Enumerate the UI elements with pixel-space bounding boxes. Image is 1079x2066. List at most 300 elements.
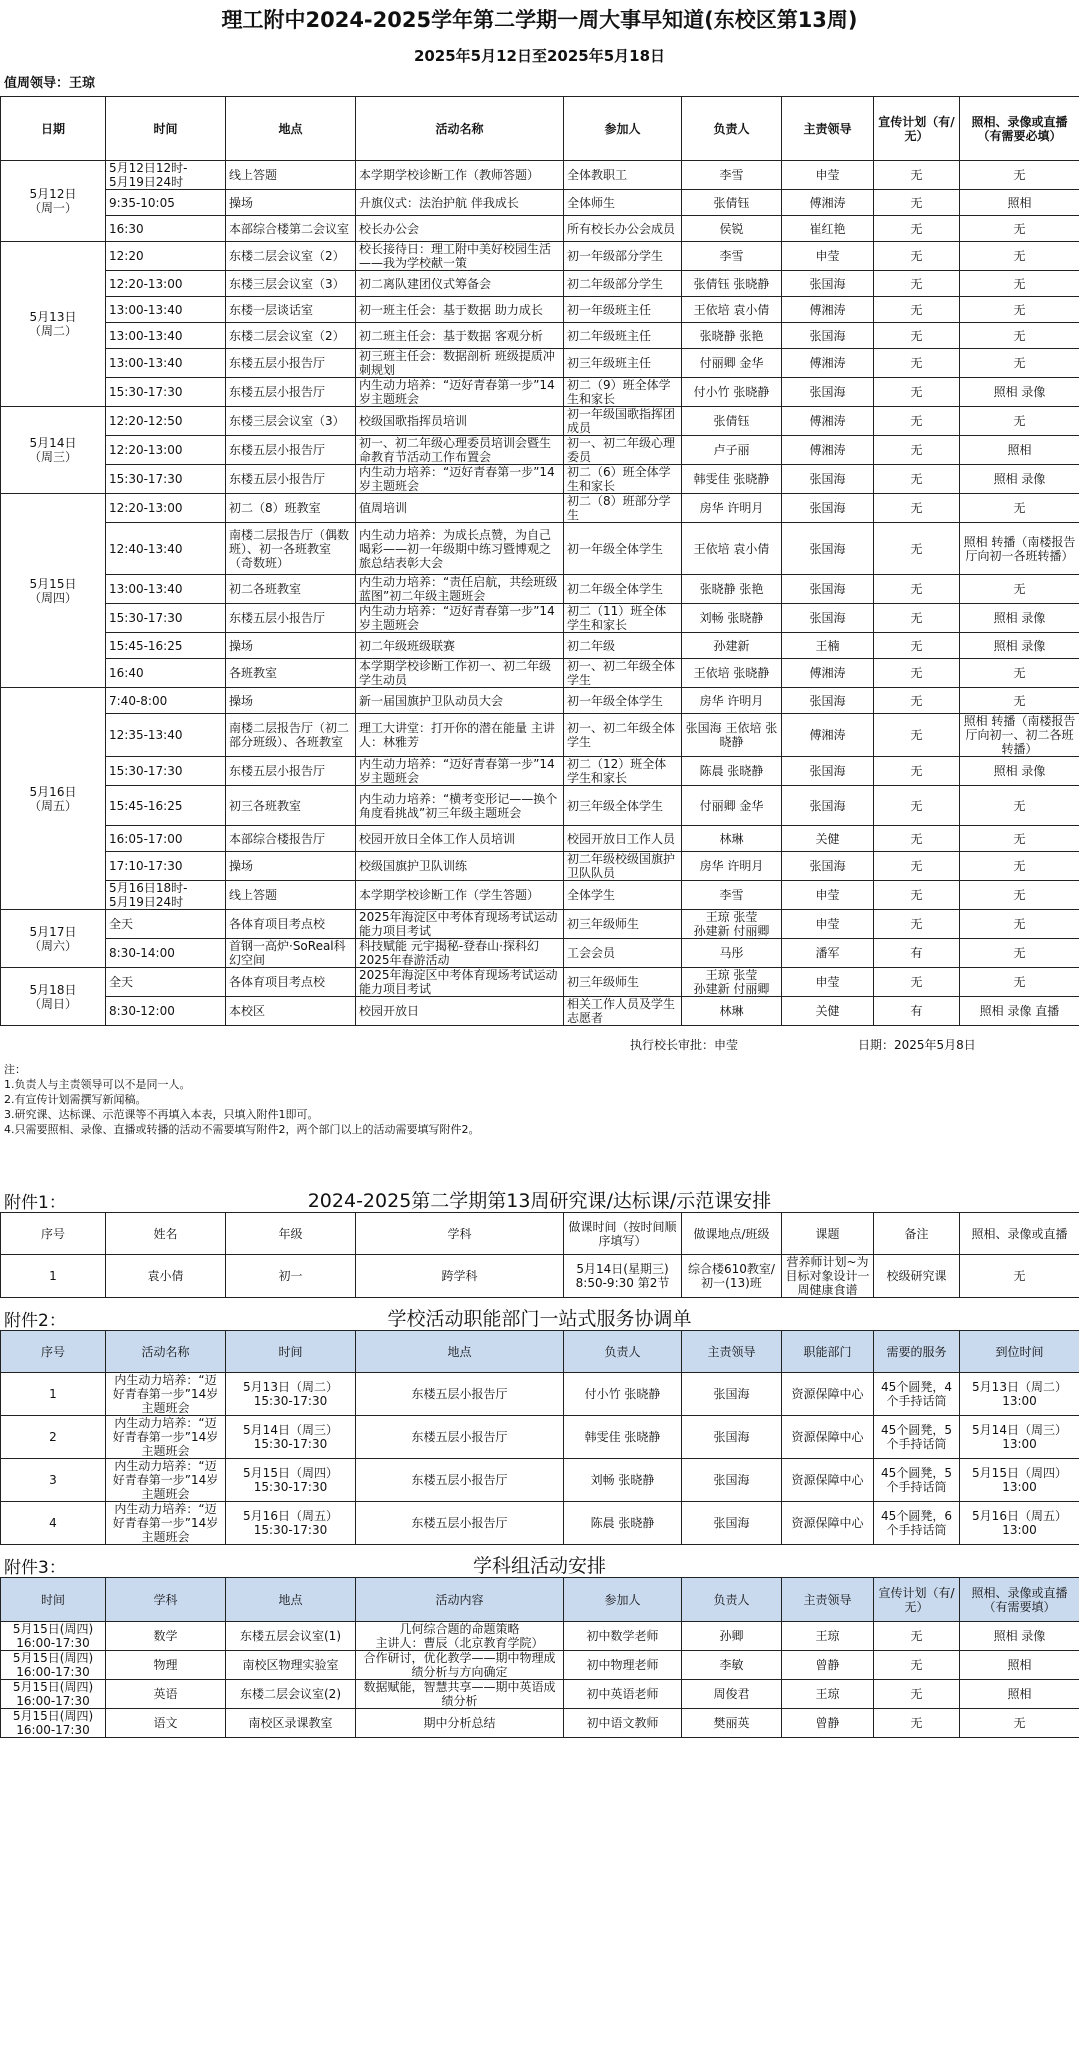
table-row <box>1 852 1079 881</box>
att2-column-header: 地点 <box>356 1331 564 1373</box>
table-row <box>1 436 1079 465</box>
att3-cell: 无 <box>874 1709 960 1738</box>
column-header-date: 日期 <box>1 97 106 161</box>
att1-column-header: 学科 <box>356 1213 564 1255</box>
owner-cell: 陈晨 张晓静 <box>682 757 782 786</box>
leader-cell: 张国海 <box>782 757 874 786</box>
table-row <box>1 604 1079 633</box>
participants-cell: 初二（12）班全体学生和家长 <box>564 757 682 786</box>
place-cell: 东楼三层会议室（3） <box>226 271 356 297</box>
owner-cell: 马彤 <box>682 939 782 968</box>
table-row <box>1 659 1079 688</box>
att3-column-header: 参加人 <box>564 1578 682 1622</box>
duty-leader: 值周领导：王琼 <box>4 76 96 91</box>
att2-cell: 5月13日（周二） 13:00 <box>960 1373 1079 1416</box>
activity-cell: 内生动力培养：“迈好青春第一步”14岁主题班会 <box>356 604 564 633</box>
place-cell: 东楼五层小报告厅 <box>226 378 356 407</box>
media-cell: 无 <box>960 852 1079 881</box>
att2-cell: 内生动力培养：“迈好青春第一步”14岁主题班会 <box>106 1373 226 1416</box>
publicity-cell: 无 <box>874 852 960 881</box>
att3-cell: 合作研讨，优化教学——期中物理成绩分析与方向确定 <box>356 1651 564 1680</box>
media-cell: 无 <box>960 968 1079 997</box>
media-cell: 照相 录像 直播 <box>960 997 1079 1026</box>
time-cell: 13:00-13:40 <box>106 575 226 604</box>
owner-cell: 张倩钰 张晓静 <box>682 271 782 297</box>
publicity-cell: 无 <box>874 465 960 494</box>
att2-cell: 5月13日（周二） 15:30-17:30 <box>226 1373 356 1416</box>
activity-cell: 初三班主任会：数据剖析 班级提质冲刺规划 <box>356 349 564 378</box>
leader-cell: 张国海 <box>782 688 874 714</box>
attachment1-header <box>1 1213 1079 1255</box>
attachment1-table <box>0 1212 1079 1298</box>
publicity-cell: 无 <box>874 575 960 604</box>
att2-cell: 东楼五层小报告厅 <box>356 1502 564 1545</box>
media-cell: 照相 录像 <box>960 378 1079 407</box>
leader-cell: 张国海 <box>782 465 874 494</box>
main-schedule-table <box>0 96 1079 1026</box>
att2-cell: 4 <box>1 1502 106 1545</box>
notes-section <box>0 1058 1079 1180</box>
leader-cell: 傅湘涛 <box>782 297 874 323</box>
att3-cell: 几何综合题的命题策略 主讲人：曹辰（北京教育学院） <box>356 1622 564 1651</box>
place-cell: 各班教室 <box>226 659 356 688</box>
owner-cell: 张国海 王依培 张晓静 <box>682 714 782 757</box>
place-cell: 东楼五层小报告厅 <box>226 757 356 786</box>
time-cell: 17:10-17:30 <box>106 852 226 881</box>
att3-cell: 无 <box>874 1651 960 1680</box>
att3-cell: 曾静 <box>782 1709 874 1738</box>
time-cell: 13:00-13:40 <box>106 349 226 378</box>
attachment3-title <box>0 1545 1079 1577</box>
att2-cell: 东楼五层小报告厅 <box>356 1373 564 1416</box>
table-row <box>1 997 1079 1026</box>
date-range: 2025年5月12日至2025年5月18日 <box>413 47 666 65</box>
att2-cell: 45个圆凳，4个手持话筒 <box>874 1373 960 1416</box>
att2-cell: 5月14日（周三） 15:30-17:30 <box>226 1416 356 1459</box>
att1-cell: 1 <box>1 1255 106 1298</box>
owner-cell: 侯锐 <box>682 216 782 242</box>
attachment2-title <box>0 1298 1079 1330</box>
date-cell: 5月16日 （周五） <box>1 688 106 910</box>
att3-cell: 照相 录像 <box>960 1622 1079 1651</box>
participants-cell: 相关工作人员及学生志愿者 <box>564 997 682 1026</box>
place-cell: 线上答题 <box>226 881 356 910</box>
time-cell: 12:20-13:00 <box>106 494 226 523</box>
att3-column-header: 照相、录像或直播（有需要填） <box>960 1578 1079 1622</box>
date-cell: 5月12日 （周一） <box>1 161 106 242</box>
table-row <box>1 633 1079 659</box>
activity-cell: 升旗仪式：法治护航 伴我成长 <box>356 190 564 216</box>
table-row <box>1 190 1079 216</box>
table-row <box>1 216 1079 242</box>
leader-cell: 傅湘涛 <box>782 349 874 378</box>
principal-approval: 执行校长审批：申莹 <box>630 1038 739 1052</box>
att3-cell: 5月15日(周四) 16:00-17:30 <box>1 1680 106 1709</box>
att3-cell: 初中语文教师 <box>564 1709 682 1738</box>
attachment2-header <box>1 1331 1079 1373</box>
media-cell: 照相 录像 <box>960 757 1079 786</box>
publicity-cell: 无 <box>874 407 960 436</box>
att2-cell: 3 <box>1 1459 106 1502</box>
att3-cell: 无 <box>874 1622 960 1651</box>
main-table-header <box>1 97 1079 161</box>
att2-column-header: 时间 <box>226 1331 356 1373</box>
time-cell: 12:35-13:40 <box>106 714 226 757</box>
att2-cell: 5月16日（周五） 15:30-17:30 <box>226 1502 356 1545</box>
att3-column-header: 宣传计划（有/无） <box>874 1578 960 1622</box>
place-cell: 本校区 <box>226 997 356 1026</box>
att3-cell: 5月15日(周四) 16:00-17:30 <box>1 1622 106 1651</box>
table-row <box>1 1459 1079 1502</box>
att2-cell: 韩雯佳 张晓静 <box>564 1416 682 1459</box>
table-row <box>1 378 1079 407</box>
leader-cell: 傅湘涛 <box>782 407 874 436</box>
att3-cell: 樊丽英 <box>682 1709 782 1738</box>
participants-cell: 初二（6）班全体学生和家长 <box>564 465 682 494</box>
place-cell: 南楼二层报告厅（初二部分班级）、各班教室 <box>226 714 356 757</box>
activity-cell: 校园开放日 <box>356 997 564 1026</box>
att3-column-header: 地点 <box>226 1578 356 1622</box>
table-row <box>1 494 1079 523</box>
table-row <box>1 349 1079 378</box>
att2-cell: 资源保障中心 <box>782 1502 874 1545</box>
activity-cell: 内生动力培养：“横考变形记——换个角度看挑战”初三年级主题班会 <box>356 786 564 826</box>
media-cell: 无 <box>960 349 1079 378</box>
att3-cell: 王琼 <box>782 1680 874 1709</box>
leader-cell: 申莹 <box>782 968 874 997</box>
table-row <box>1 523 1079 575</box>
note-line: 注： <box>4 1063 26 1076</box>
table-row <box>1 1709 1079 1738</box>
date-cell: 5月15日 （周四） <box>1 494 106 688</box>
date-cell: 5月18日 （周日） <box>1 968 106 1026</box>
activity-cell: 初一、初二年级心理委员培训会暨生命教育节活动工作布置会 <box>356 436 564 465</box>
media-cell: 无 <box>960 216 1079 242</box>
publicity-cell: 无 <box>874 688 960 714</box>
leader-cell: 申莹 <box>782 910 874 939</box>
att2-cell: 张国海 <box>682 1416 782 1459</box>
att1-cell: 校级研究课 <box>874 1255 960 1298</box>
att1-column-header: 课题 <box>782 1213 874 1255</box>
time-cell: 13:00-13:40 <box>106 323 226 349</box>
table-row <box>1 1622 1079 1651</box>
att2-cell: 45个圆凳，6个手持话筒 <box>874 1502 960 1545</box>
att3-cell: 东楼五层会议室(1) <box>226 1622 356 1651</box>
att2-cell: 陈晨 张晓静 <box>564 1502 682 1545</box>
media-cell: 无 <box>960 161 1079 190</box>
att2-cell: 45个圆凳，5个手持话筒 <box>874 1459 960 1502</box>
table-row <box>1 407 1079 436</box>
att2-column-header: 负责人 <box>564 1331 682 1373</box>
activity-cell: 初二年级班级联赛 <box>356 633 564 659</box>
att2-cell: 内生动力培养：“迈好青春第一步”14岁主题班会 <box>106 1459 226 1502</box>
time-cell: 15:30-17:30 <box>106 604 226 633</box>
owner-cell: 张倩钰 <box>682 407 782 436</box>
publicity-cell: 无 <box>874 523 960 575</box>
leader-cell: 张国海 <box>782 523 874 575</box>
publicity-cell: 无 <box>874 910 960 939</box>
column-header-time: 时间 <box>106 97 226 161</box>
place-cell: 各体育项目考点校 <box>226 910 356 939</box>
leader-cell: 傅湘涛 <box>782 659 874 688</box>
column-header-participants: 参加人 <box>564 97 682 161</box>
att3-cell: 无 <box>960 1709 1079 1738</box>
owner-cell: 张晓静 张艳 <box>682 323 782 349</box>
att1-column-header: 照相、录像或直播 <box>960 1213 1079 1255</box>
participants-cell: 初一年级国歌指挥团成员 <box>564 407 682 436</box>
att2-cell: 45个圆凳，5个手持话筒 <box>874 1416 960 1459</box>
att2-cell: 2 <box>1 1416 106 1459</box>
leader-cell: 张国海 <box>782 786 874 826</box>
note-line: 4.只需要照相、录像、直播或转播的活动不需要填写附件2，两个部门以上的活动需要填写附件2。 <box>4 1123 480 1136</box>
leader-cell: 申莹 <box>782 242 874 271</box>
participants-cell: 初一年级部分学生 <box>564 242 682 271</box>
owner-cell: 张晓静 张艳 <box>682 575 782 604</box>
activity-cell: 内生动力培养：“迈好青春第一步”14岁主题班会 <box>356 757 564 786</box>
activity-cell: 校长接待日：理工附中美好校园生活——我为学校献一策 <box>356 242 564 271</box>
time-cell: 15:30-17:30 <box>106 757 226 786</box>
att3-cell: 期中分析总结 <box>356 1709 564 1738</box>
note-line: 1.负责人与主责领导可以不是同一人。 <box>4 1078 191 1091</box>
leader-cell: 关健 <box>782 997 874 1026</box>
publicity-cell: 无 <box>874 881 960 910</box>
leader-cell: 傅湘涛 <box>782 714 874 757</box>
owner-cell: 王琼 张莹 孙建新 付丽卿 <box>682 968 782 997</box>
att3-column-header: 活动内容 <box>356 1578 564 1622</box>
activity-cell: 科技赋能 元宇揭秘-登春山·探科幻2025年春游活动 <box>356 939 564 968</box>
leader-cell: 王楠 <box>782 633 874 659</box>
att2-cell: 东楼五层小报告厅 <box>356 1459 564 1502</box>
att3-cell: 东楼二层会议室(2) <box>226 1680 356 1709</box>
attachment3-header <box>1 1578 1079 1622</box>
owner-cell: 李雪 <box>682 242 782 271</box>
place-cell: 各体育项目考点校 <box>226 968 356 997</box>
activity-cell: 内生动力培养：“责任启航，共绘班级蓝图”初二年级主题班会 <box>356 575 564 604</box>
publicity-cell: 无 <box>874 297 960 323</box>
table-row <box>1 786 1079 826</box>
att3-cell: 数学 <box>106 1622 226 1651</box>
time-cell: 7:40-8:00 <box>106 688 226 714</box>
media-cell: 无 <box>960 242 1079 271</box>
att3-cell: 照相 <box>960 1651 1079 1680</box>
table-row <box>1 688 1079 714</box>
att3-cell: 李敏 <box>682 1651 782 1680</box>
time-cell: 16:30 <box>106 216 226 242</box>
att3-cell: 孙卿 <box>682 1622 782 1651</box>
participants-cell: 初三年级师生 <box>564 968 682 997</box>
publicity-cell: 无 <box>874 757 960 786</box>
att1-column-header: 备注 <box>874 1213 960 1255</box>
owner-cell: 张倩钰 <box>682 190 782 216</box>
att3-cell: 周俊君 <box>682 1680 782 1709</box>
att3-column-header: 学科 <box>106 1578 226 1622</box>
activity-cell: 新一届国旗护卫队动员大会 <box>356 688 564 714</box>
att2-cell: 东楼五层小报告厅 <box>356 1416 564 1459</box>
media-cell: 无 <box>960 786 1079 826</box>
att3-cell: 初中数学老师 <box>564 1622 682 1651</box>
place-cell: 东楼二层会议室（2） <box>226 242 356 271</box>
att2-cell: 内生动力培养：“迈好青春第一步”14岁主题班会 <box>106 1416 226 1459</box>
publicity-cell: 无 <box>874 968 960 997</box>
place-cell: 南楼二层报告厅（偶数班）、初一各班教室（奇数班） <box>226 523 356 575</box>
media-cell: 无 <box>960 659 1079 688</box>
publicity-cell: 无 <box>874 714 960 757</box>
column-header-activity: 活动名称 <box>356 97 564 161</box>
attachment1-heading: 2024-2025第二学期第13周研究课/达标课/示范课安排 <box>307 1190 772 1212</box>
leader-cell: 张国海 <box>782 271 874 297</box>
publicity-cell: 无 <box>874 323 960 349</box>
participants-cell: 初二年级 <box>564 633 682 659</box>
media-cell: 照相 录像 <box>960 604 1079 633</box>
time-cell: 12:20 <box>106 242 226 271</box>
attachment1-label: 附件1： <box>4 1193 66 1213</box>
table-row <box>1 297 1079 323</box>
note-line: 2.有宣传计划需撰写新闻稿。 <box>4 1093 147 1106</box>
att1-column-header: 做课地点/班级 <box>682 1213 782 1255</box>
activity-cell: 内生动力培养：“迈好青春第一步”14岁主题班会 <box>356 378 564 407</box>
media-cell: 无 <box>960 939 1079 968</box>
table-row <box>1 575 1079 604</box>
leader-cell: 张国海 <box>782 494 874 523</box>
activity-cell: 内生动力培养：为成长点赞，为自己喝彩——初一年级期中练习暨博观之旅总结表彰大会 <box>356 523 564 575</box>
table-row <box>1 714 1079 757</box>
att2-cell: 资源保障中心 <box>782 1459 874 1502</box>
table-row <box>1 881 1079 910</box>
att3-column-header: 负责人 <box>682 1578 782 1622</box>
att3-cell: 5月15日(周四) 16:00-17:30 <box>1 1651 106 1680</box>
activity-cell: 值周培训 <box>356 494 564 523</box>
att1-cell: 5月14日(星期三) 8:50-9:30 第2节 <box>564 1255 682 1298</box>
time-cell: 5月12日12时- 5月19日24时 <box>106 161 226 190</box>
participants-cell: 初一、初二年级全体学生 <box>564 659 682 688</box>
place-cell: 线上答题 <box>226 161 356 190</box>
place-cell: 本部综合楼报告厅 <box>226 826 356 852</box>
note-line: 3.研究课、达标课、示范课等不再填入本表，只填入附件1即可。 <box>4 1108 319 1121</box>
publicity-cell: 无 <box>874 436 960 465</box>
owner-cell: 李雪 <box>682 161 782 190</box>
table-row <box>1 271 1079 297</box>
place-cell: 本部综合楼第二会议室 <box>226 216 356 242</box>
att2-cell: 资源保障中心 <box>782 1416 874 1459</box>
table-row <box>1 1502 1079 1545</box>
owner-cell: 王依培 袁小倩 <box>682 297 782 323</box>
att2-cell: 付小竹 张晓静 <box>564 1373 682 1416</box>
table-row <box>1 1680 1079 1709</box>
leader-cell: 关健 <box>782 826 874 852</box>
att2-cell: 5月16日（周五） 13:00 <box>960 1502 1079 1545</box>
publicity-cell: 无 <box>874 216 960 242</box>
att2-cell: 张国海 <box>682 1459 782 1502</box>
att2-cell: 刘畅 张晓静 <box>564 1459 682 1502</box>
owner-cell: 王琼 张莹 孙建新 付丽卿 <box>682 910 782 939</box>
participants-cell: 初一年级班主任 <box>564 297 682 323</box>
place-cell: 东楼一层谈话室 <box>226 297 356 323</box>
att3-cell: 语文 <box>106 1709 226 1738</box>
table-row <box>1 323 1079 349</box>
publicity-cell: 无 <box>874 378 960 407</box>
att2-cell: 5月15日（周四） 13:00 <box>960 1459 1079 1502</box>
table-row <box>1 1416 1079 1459</box>
media-cell: 照相 <box>960 190 1079 216</box>
leader-cell: 张国海 <box>782 604 874 633</box>
place-cell: 初三各班教室 <box>226 786 356 826</box>
place-cell: 操场 <box>226 688 356 714</box>
att1-cell: 初一 <box>226 1255 356 1298</box>
att2-column-header: 到位时间 <box>960 1331 1079 1373</box>
table-row <box>1 1373 1079 1416</box>
media-cell: 照相 录像 <box>960 633 1079 659</box>
publicity-cell: 无 <box>874 190 960 216</box>
activity-cell: 初一班主任会：基于数据 助力成长 <box>356 297 564 323</box>
att3-cell: 曾静 <box>782 1651 874 1680</box>
att2-cell: 1 <box>1 1373 106 1416</box>
media-cell: 照相 录像 <box>960 465 1079 494</box>
att2-cell: 张国海 <box>682 1502 782 1545</box>
media-cell: 无 <box>960 323 1079 349</box>
place-cell: 东楼五层小报告厅 <box>226 349 356 378</box>
activity-cell: 2025年海淀区中考体育现场考试运动能力项目考试 <box>356 910 564 939</box>
activity-cell: 2025年海淀区中考体育现场考试运动能力项目考试 <box>356 968 564 997</box>
owner-cell: 王依培 张晓静 <box>682 659 782 688</box>
attachment2-heading: 学校活动职能部门一站式服务协调单 <box>387 1308 692 1330</box>
time-cell: 8:30-14:00 <box>106 939 226 968</box>
place-cell: 首钢一高炉·SoReal科幻空间 <box>226 939 356 968</box>
participants-cell: 初一、初二年级心理委员 <box>564 436 682 465</box>
att2-cell: 资源保障中心 <box>782 1373 874 1416</box>
time-cell: 8:30-12:00 <box>106 997 226 1026</box>
document-title: 理工附中2024-2025学年第二学期一周大事早知道(东校区第13周) <box>221 8 858 32</box>
media-cell: 照相 <box>960 436 1079 465</box>
place-cell: 初二各班教室 <box>226 575 356 604</box>
time-cell: 16:05-17:00 <box>106 826 226 852</box>
leader-cell: 傅湘涛 <box>782 190 874 216</box>
media-cell: 无 <box>960 271 1079 297</box>
participants-cell: 全体学生 <box>564 881 682 910</box>
att3-column-header: 主责领导 <box>782 1578 874 1622</box>
att2-cell: 内生动力培养：“迈好青春第一步”14岁主题班会 <box>106 1502 226 1545</box>
place-cell: 初二（8）班教室 <box>226 494 356 523</box>
owner-cell: 韩雯佳 张晓静 <box>682 465 782 494</box>
media-cell: 无 <box>960 688 1079 714</box>
att1-cell: 袁小倩 <box>106 1255 226 1298</box>
owner-cell: 付丽卿 金华 <box>682 349 782 378</box>
participants-cell: 初一年级全体学生 <box>564 688 682 714</box>
activity-cell: 本学期学校诊断工作（教师答题） <box>356 161 564 190</box>
publicity-cell: 有 <box>874 939 960 968</box>
att2-column-header: 职能部门 <box>782 1331 874 1373</box>
media-cell: 照相 转播（南楼报告厅向初一、初二各班转播） <box>960 714 1079 757</box>
place-cell: 东楼三层会议室（3） <box>226 407 356 436</box>
participants-cell: 初二年级部分学生 <box>564 271 682 297</box>
time-cell: 9:35-10:05 <box>106 190 226 216</box>
attachment2-label: 附件2： <box>4 1311 66 1331</box>
activity-cell: 内生动力培养：“迈好青春第一步”14岁主题班会 <box>356 465 564 494</box>
att2-column-header: 需要的服务 <box>874 1331 960 1373</box>
attachment3-heading: 学科组活动安排 <box>472 1555 606 1577</box>
publicity-cell: 无 <box>874 786 960 826</box>
activity-cell: 校级国旗护卫队训练 <box>356 852 564 881</box>
media-cell: 无 <box>960 881 1079 910</box>
activity-cell: 校园开放日全体工作人员培训 <box>356 826 564 852</box>
table-row <box>1 939 1079 968</box>
participants-cell: 初三年级全体学生 <box>564 786 682 826</box>
publicity-cell: 无 <box>874 604 960 633</box>
owner-cell: 房华 许明月 <box>682 688 782 714</box>
att2-cell: 张国海 <box>682 1373 782 1416</box>
participants-cell: 全体教职工 <box>564 161 682 190</box>
media-cell: 无 <box>960 494 1079 523</box>
att1-cell: 跨学科 <box>356 1255 564 1298</box>
